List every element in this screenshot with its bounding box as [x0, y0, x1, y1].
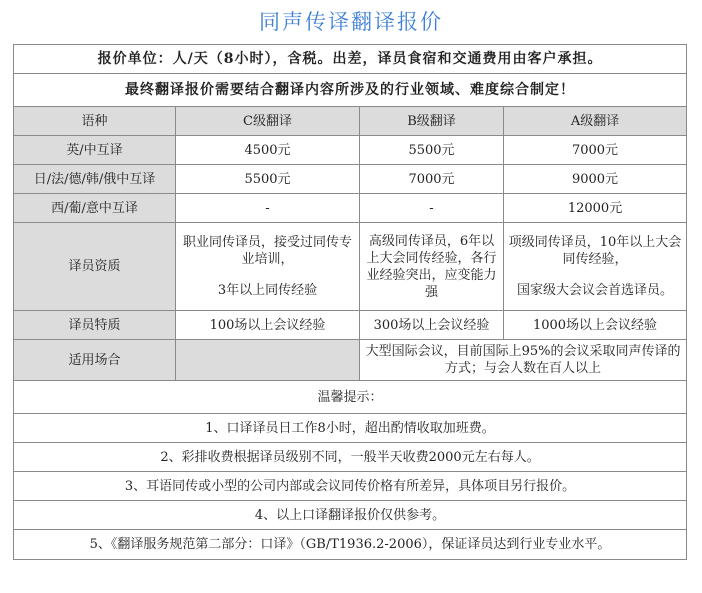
header-c-level: C级翻译: [176, 107, 360, 136]
traits-a: 1000场以上会议经验: [504, 311, 687, 340]
tip-item: 2、彩排收费根据译员级别不同，一般半天收费2000元左右每人。: [14, 443, 687, 472]
price-a: 9000元: [504, 165, 687, 194]
tips-heading-row: [14, 381, 687, 414]
row-label: 适用场合: [14, 340, 176, 381]
qualification-c: [176, 223, 360, 311]
table-row: [14, 165, 687, 194]
qualification-c-line2: 3年以上同传经验: [217, 283, 318, 298]
row-label: 英/中互译: [14, 136, 176, 165]
header-a-level: A级翻译: [504, 107, 687, 136]
header-language: 语种: [14, 107, 176, 136]
price-b: 7000元: [360, 165, 504, 194]
tip-item: 4、以上口译翻译报价仅供参考。: [14, 501, 687, 530]
price-a: 12000元: [504, 194, 687, 223]
table-header-row: [14, 107, 687, 136]
traits-c: 100场以上会议经验: [176, 311, 360, 340]
price-c: 5500元: [176, 165, 360, 194]
table-row: [14, 136, 687, 165]
qualification-a: [504, 223, 687, 311]
row-label: 译员资质: [14, 223, 176, 311]
tips-heading: 温馨提示：: [14, 381, 687, 414]
qualification-c-line1: 职业同传译员，接受过同传专业培训，: [182, 235, 352, 267]
price-a: 7000元: [504, 136, 687, 165]
row-label: 西/葡/意中互译: [14, 194, 176, 223]
qualification-a-line1: 项级同传译员，10年以上大会同传经验，: [508, 235, 682, 267]
tip-item-row: [14, 443, 687, 472]
tip-item-row: [14, 530, 687, 560]
notes-row-2: [14, 74, 687, 107]
price-table: [13, 44, 687, 560]
final-price-note: 最终翻译报价需要结合翻译内容所涉及的行业领域、难度综合制定！: [14, 74, 687, 107]
occasion-row: [14, 340, 687, 381]
tip-item-row: [14, 501, 687, 530]
price-b: 5500元: [360, 136, 504, 165]
tip-item-row: [14, 414, 687, 443]
price-b: -: [360, 194, 504, 223]
notes-row-1: [14, 45, 687, 74]
occasion-empty-cell: [176, 340, 360, 381]
tip-item: 1、口译译员日工作8小时，超出酌情收取加班费。: [14, 414, 687, 443]
qualification-a-line2: 国家级大会议会首选译员。: [517, 283, 674, 298]
page-title: 同声传译翻译报价: [259, 10, 443, 34]
table-row: [14, 194, 687, 223]
row-label: 译员特质: [14, 311, 176, 340]
tip-item: 3、耳语同传或小型的公司内部或会议同传价格有所差异，具体项目另行报价。: [14, 472, 687, 501]
price-c: 4500元: [176, 136, 360, 165]
traits-b: 300场以上会议经验: [360, 311, 504, 340]
tip-item: 5、《翻译服务规范第二部分：口译》（GB/T1936.2-2006），保证译员达到行业专业水平。: [14, 530, 687, 560]
header-b-level: B级翻译: [360, 107, 504, 136]
tip-item-row: [14, 472, 687, 501]
qualification-row: [14, 223, 687, 311]
traits-row: [14, 311, 687, 340]
pricing-unit-note: 报价单位：人/天（8小时），含税。出差，译员食宿和交通费用由客户承担。: [14, 45, 687, 74]
qualification-b: 高级同传译员，6年以上大会同传经验，各行业经验突出，应变能力强: [360, 223, 504, 311]
price-c: -: [176, 194, 360, 223]
row-label: 日/法/德/韩/俄中互译: [14, 165, 176, 194]
occasion-text: 大型国际会议，目前国际上95%的会议采取同声传译的方式；与会人数在百人以上: [360, 340, 687, 381]
